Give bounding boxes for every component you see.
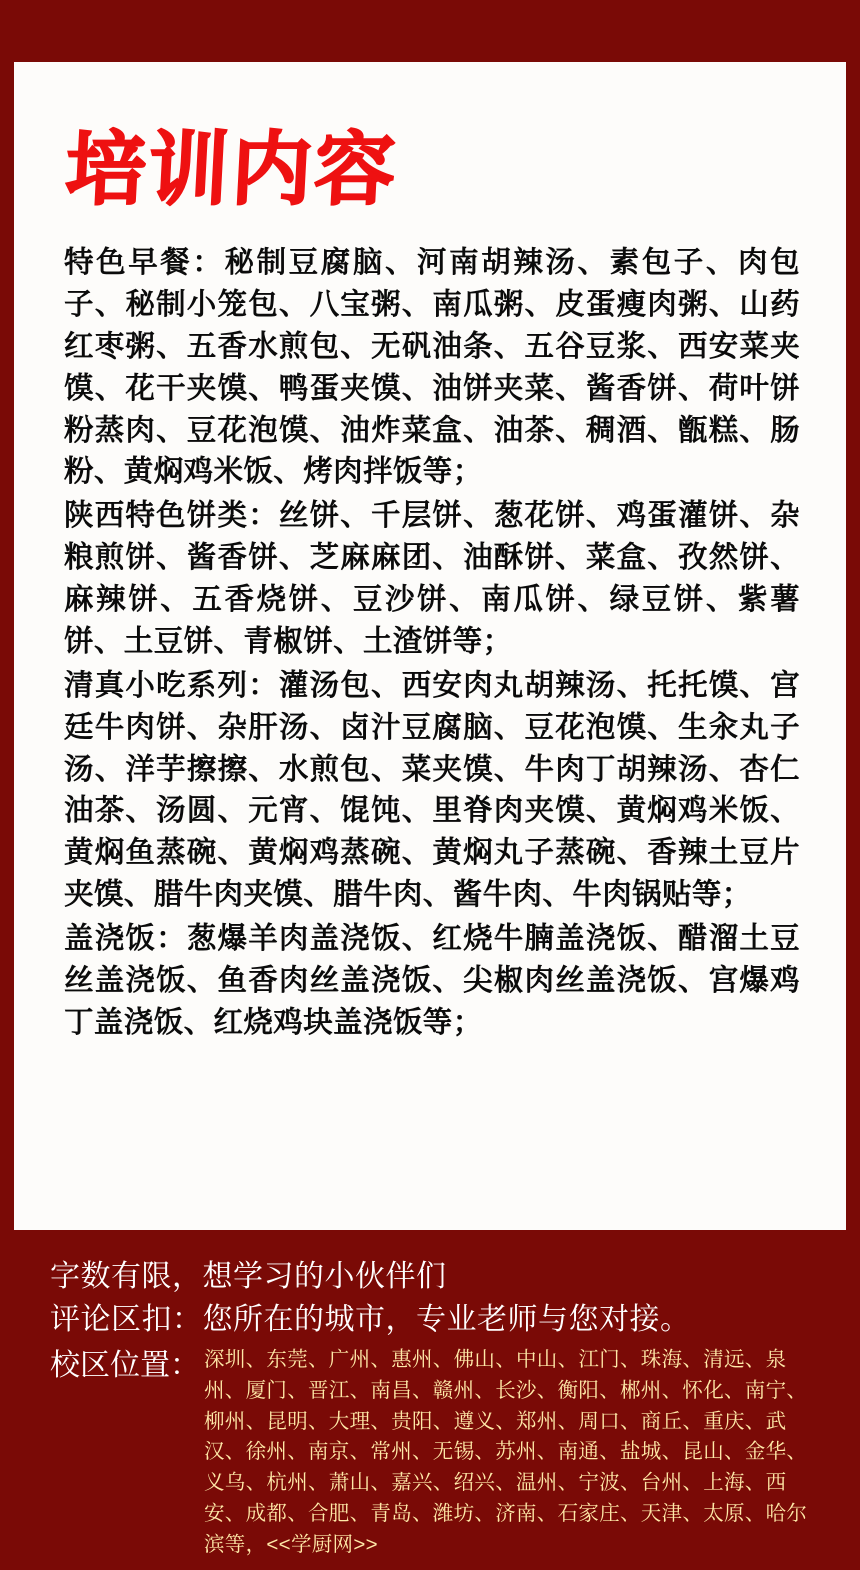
campus-row — [0, 1341, 860, 1560]
course-section-rice-bowls: 盖浇饭：葱爆羊肉盖浇饭、红烧牛腩盖浇饭、醋溜土豆丝盖浇饭、鱼香肉丝盖浇饭、尖椒肉丝盖浇饭、宫爆鸡丁盖浇饭、红烧鸡块盖浇饭等； — [64, 922, 800, 1039]
page-title: 培训内容 — [63, 123, 401, 216]
course-section-breakfast: 特色早餐：秘制豆腐脑、河南胡辣汤、素包子、肉包子、秘制小笼包、八宝粥、南瓜粥、皮蛋瘦肉粥、山药红枣粥、五香水煎包、无矾油条、五谷豆浆、西安菜夹馍、花干夹馍、鸭蛋夹馍、油饼夹菜、酱香饼、荷叶饼粉蒸肉、豆花泡馍、油炸菜盒、油茶、稠酒、甑糕、肠粉、黄焖鸡米饭、烤肉拌饭等； — [64, 246, 800, 489]
course-section-shaanxi-cakes: 陕西特色饼类：丝饼、千层饼、葱花饼、鸡蛋灌饼、杂粮煎饼、酱香饼、芝麻麻团、油酥饼、菜盒、孜然饼、麻辣饼、五香烧饼、豆沙饼、南瓜饼、绿豆饼、紫薯饼、土豆饼、青椒饼、土渣饼等； — [64, 499, 800, 658]
campus-cities: 深圳、东莞、广州、惠州、佛山、中山、江门、珠海、清远、泉州、厦门、晋江、南昌、赣州、长沙、衡阳、郴州、怀化、南宁、柳州、昆明、大理、贵阳、遵义、郑州、周口、商丘、重庆、武汉、徐州、南京、常州、无锡、苏州、南通、盐城、昆山、金华、义乌、杭州、萧山、嘉兴、绍兴、温州、宁波、台州、上海、西安、成都、合肥、青岛、潍坊、济南、石家庄、天津、太原、哈尔滨等， — [204, 1348, 808, 1556]
course-content-list — [14, 242, 846, 1044]
content-card — [14, 62, 846, 1230]
footer-line-2: 评论区扣：您所在的城市，专业老师与您对接。 — [50, 1302, 691, 1336]
footer-line-1: 字数有限，想学习的小伙伴们 — [50, 1260, 447, 1293]
campus-label: 校区位置： — [50, 1349, 200, 1383]
footer — [0, 1230, 860, 1570]
course-section-halal-snacks: 清真小吃系列：灌汤包、西安肉丸胡辣汤、托托馍、宫廷牛肉饼、杂肝汤、卤汁豆腐脑、豆花泡馍、生汆丸子汤、洋芋擦擦、水煎包、菜夹馍、牛肉丁胡辣汤、杏仁油茶、汤圆、元宵、馄饨、里脊肉夹馍、黄焖鸡米饭、黄焖鱼蒸碗、黄焖鸡蒸碗、黄焖丸子蒸碗、香辣土豆片夹馍、腊牛肉夹馍、腊牛肉、酱牛肉、牛肉锅贴等； — [64, 668, 800, 912]
top-border-bar — [0, 0, 860, 62]
site-tag: <<学厨网>> — [266, 1532, 378, 1556]
campus-list — [200, 1345, 860, 1560]
